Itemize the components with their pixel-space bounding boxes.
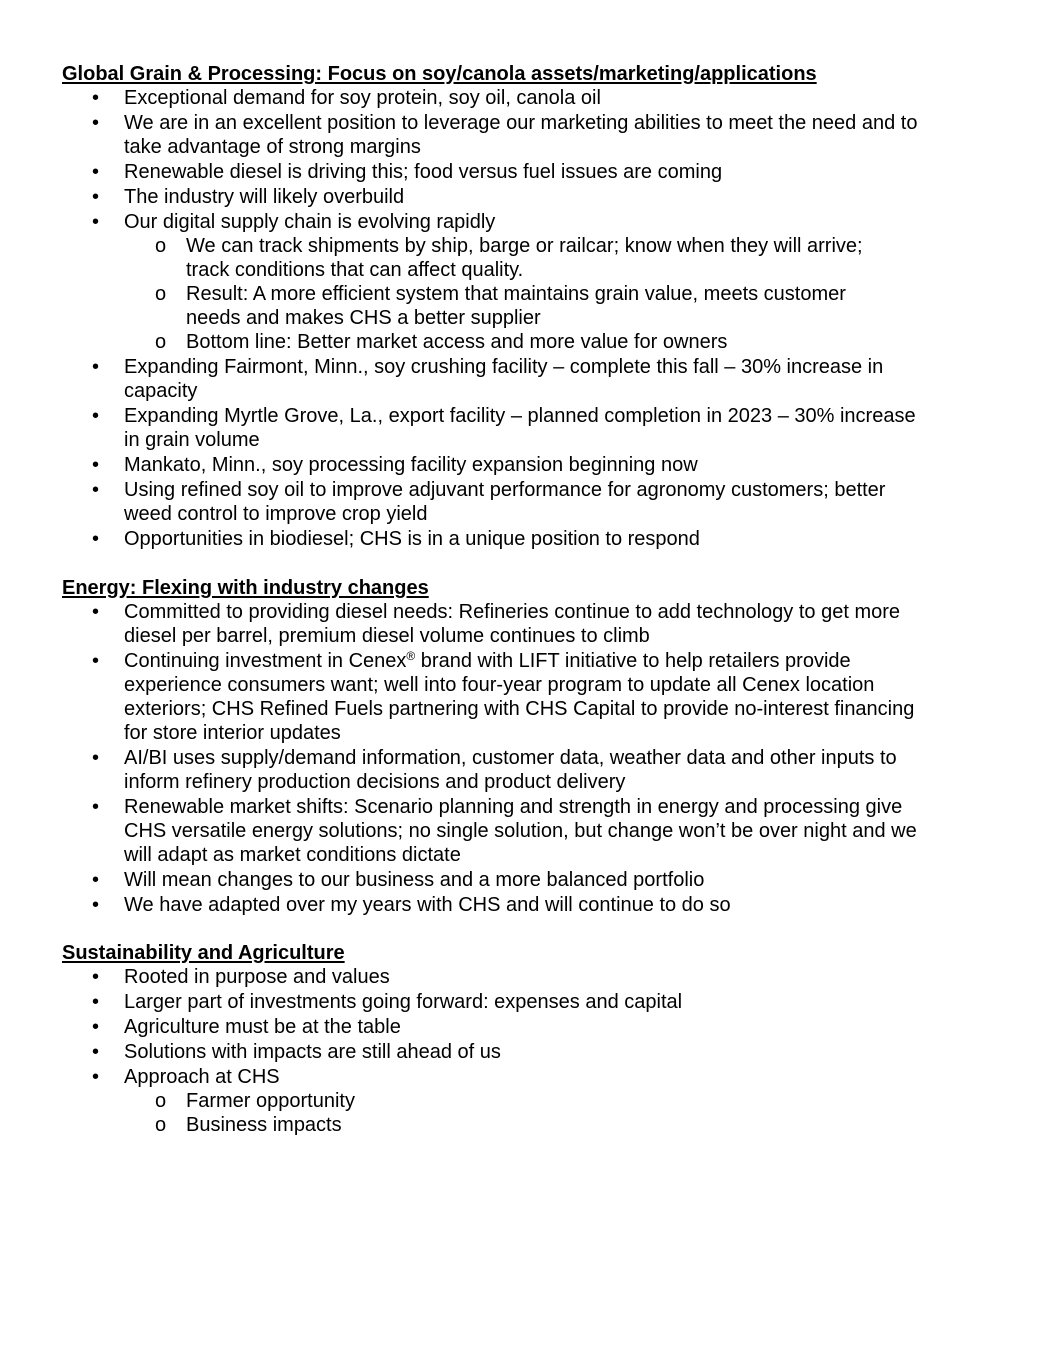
sub-list-item-text: Farmer opportunity xyxy=(186,1090,355,1112)
section-heading: Global Grain & Processing: Focus on soy/canola assets/marketing/applications xyxy=(62,63,817,85)
list-item-text: Rooted in purpose and values xyxy=(124,966,390,988)
list-item xyxy=(62,111,934,159)
list-item-text: Larger part of investments going forward: expenses and capital xyxy=(124,991,683,1013)
sub-list-item-text: Result: A more efficient system that maintains grain value, meets customer needs and makes CHS a better supplier xyxy=(186,283,846,329)
bullet-icon: • xyxy=(92,528,100,550)
sub-bullet-list xyxy=(124,234,934,354)
list-item-text: Exceptional demand for soy protein, soy oil, canola oil xyxy=(124,87,601,109)
list-item-text: Agriculture must be at the table xyxy=(124,1016,401,1038)
list-item xyxy=(62,1040,934,1064)
registered-mark: ® xyxy=(406,649,416,663)
list-item xyxy=(62,210,934,354)
list-item-text: Continuing investment in Cenex xyxy=(124,650,407,672)
sub-list-item xyxy=(124,1089,886,1113)
list-item-text: Renewable market shifts: Scenario planning and strength in energy and processing give CHS versatile energy solutions; no single solution, but change won’t be over night and we will adapt as market conditions dictate xyxy=(124,796,917,866)
bullet-list xyxy=(62,600,962,917)
list-item-text: Using refined soy oil to improve adjuvant performance for agronomy customers; better weed control to improve crop yield xyxy=(124,479,886,525)
sub-list-item-text: Bottom line: Better market access and more value for owners xyxy=(186,331,728,353)
sub-bullet-icon: o xyxy=(155,1090,167,1112)
list-item xyxy=(62,746,934,794)
sub-list-item-text: Business impacts xyxy=(186,1114,342,1136)
list-item xyxy=(62,453,934,477)
sub-list-item xyxy=(124,234,886,282)
sub-bullet-icon: o xyxy=(155,283,167,305)
list-item xyxy=(62,160,934,184)
bullet-icon: • xyxy=(92,747,100,769)
bullet-icon: • xyxy=(92,211,100,233)
bullet-icon: • xyxy=(92,869,100,891)
list-item-text: brand with LIFT initiative to help retailers provide experience consumers want; well into four-year program to update all Cenex location exteriors; CHS Refined Fuels partnering with CHS Capital to provide no-interest financing for store interior updates xyxy=(124,650,915,744)
list-item xyxy=(62,1015,934,1039)
bullet-icon: • xyxy=(92,1041,100,1063)
section-heading: Energy: Flexing with industry changes xyxy=(62,577,429,599)
list-item-text: The industry will likely overbuild xyxy=(124,186,405,208)
list-item-text: Approach at CHS xyxy=(124,1066,280,1088)
section-sustainability xyxy=(62,941,962,1138)
list-item xyxy=(62,404,934,452)
list-item xyxy=(62,868,934,892)
bullet-icon: • xyxy=(92,1066,100,1088)
list-item xyxy=(62,600,934,648)
list-item xyxy=(62,965,934,989)
bullet-list xyxy=(62,86,962,551)
list-item xyxy=(62,990,934,1014)
section-energy xyxy=(62,576,962,918)
bullet-icon: • xyxy=(92,601,100,623)
sub-list-item xyxy=(124,1113,886,1137)
bullet-list xyxy=(62,965,962,1137)
list-item-text: Renewable diesel is driving this; food versus fuel issues are coming xyxy=(124,161,723,183)
section-global-grain xyxy=(62,62,962,552)
list-item-text: Expanding Fairmont, Minn., soy crushing facility – complete this fall – 30% increase in capacity xyxy=(124,356,884,402)
sub-list-item xyxy=(124,282,886,330)
bullet-icon: • xyxy=(92,87,100,109)
list-item-text: AI/BI uses supply/demand information, customer data, weather data and other inputs to inform refinery production decisions and product delivery xyxy=(124,747,897,793)
sub-list-item xyxy=(124,330,886,354)
bullet-icon: • xyxy=(92,479,100,501)
bullet-icon: • xyxy=(92,1016,100,1038)
bullet-icon: • xyxy=(92,405,100,427)
bullet-icon: • xyxy=(92,454,100,476)
bullet-icon: • xyxy=(92,650,100,672)
bullet-icon: • xyxy=(92,894,100,916)
sub-bullet-icon: o xyxy=(155,235,167,257)
list-item-text: Mankato, Minn., soy processing facility expansion beginning now xyxy=(124,454,698,476)
list-item xyxy=(62,795,934,867)
bullet-icon: • xyxy=(92,186,100,208)
section-heading: Sustainability and Agriculture xyxy=(62,942,345,964)
list-item-text: Will mean changes to our business and a more balanced portfolio xyxy=(124,869,705,891)
list-item xyxy=(62,649,934,745)
list-item-text: Our digital supply chain is evolving rapidly xyxy=(124,211,496,233)
list-item-text: We are in an excellent position to leverage our marketing abilities to meet the need and to take advantage of strong margins xyxy=(124,112,918,158)
list-item-text: We have adapted over my years with CHS and will continue to do so xyxy=(124,894,731,916)
bullet-icon: • xyxy=(92,991,100,1013)
list-item xyxy=(62,1065,934,1137)
bullet-icon: • xyxy=(92,161,100,183)
sub-bullet-icon: o xyxy=(155,1114,167,1136)
list-item xyxy=(62,527,934,551)
list-item xyxy=(62,893,934,917)
sub-list-item-text: We can track shipments by ship, barge or railcar; know when they will arrive; track conditions that can affect quality. xyxy=(186,235,863,281)
list-item-text: Solutions with impacts are still ahead of us xyxy=(124,1041,501,1063)
bullet-icon: • xyxy=(92,112,100,134)
bullet-icon: • xyxy=(92,356,100,378)
list-item xyxy=(62,86,934,110)
list-item xyxy=(62,355,934,403)
sub-bullet-list xyxy=(124,1089,934,1137)
list-item xyxy=(62,185,934,209)
list-item-text: Opportunities in biodiesel; CHS is in a unique position to respond xyxy=(124,528,700,550)
list-item-text: Expanding Myrtle Grove, La., export facility – planned completion in 2023 – 30% increase in grain volume xyxy=(124,405,916,451)
sub-bullet-icon: o xyxy=(155,331,167,353)
bullet-icon: • xyxy=(92,796,100,818)
list-item xyxy=(62,478,934,526)
list-item-text: Committed to providing diesel needs: Refineries continue to add technology to get more diesel per barrel, premium diesel volume continues to climb xyxy=(124,601,901,647)
bullet-icon: • xyxy=(92,966,100,988)
